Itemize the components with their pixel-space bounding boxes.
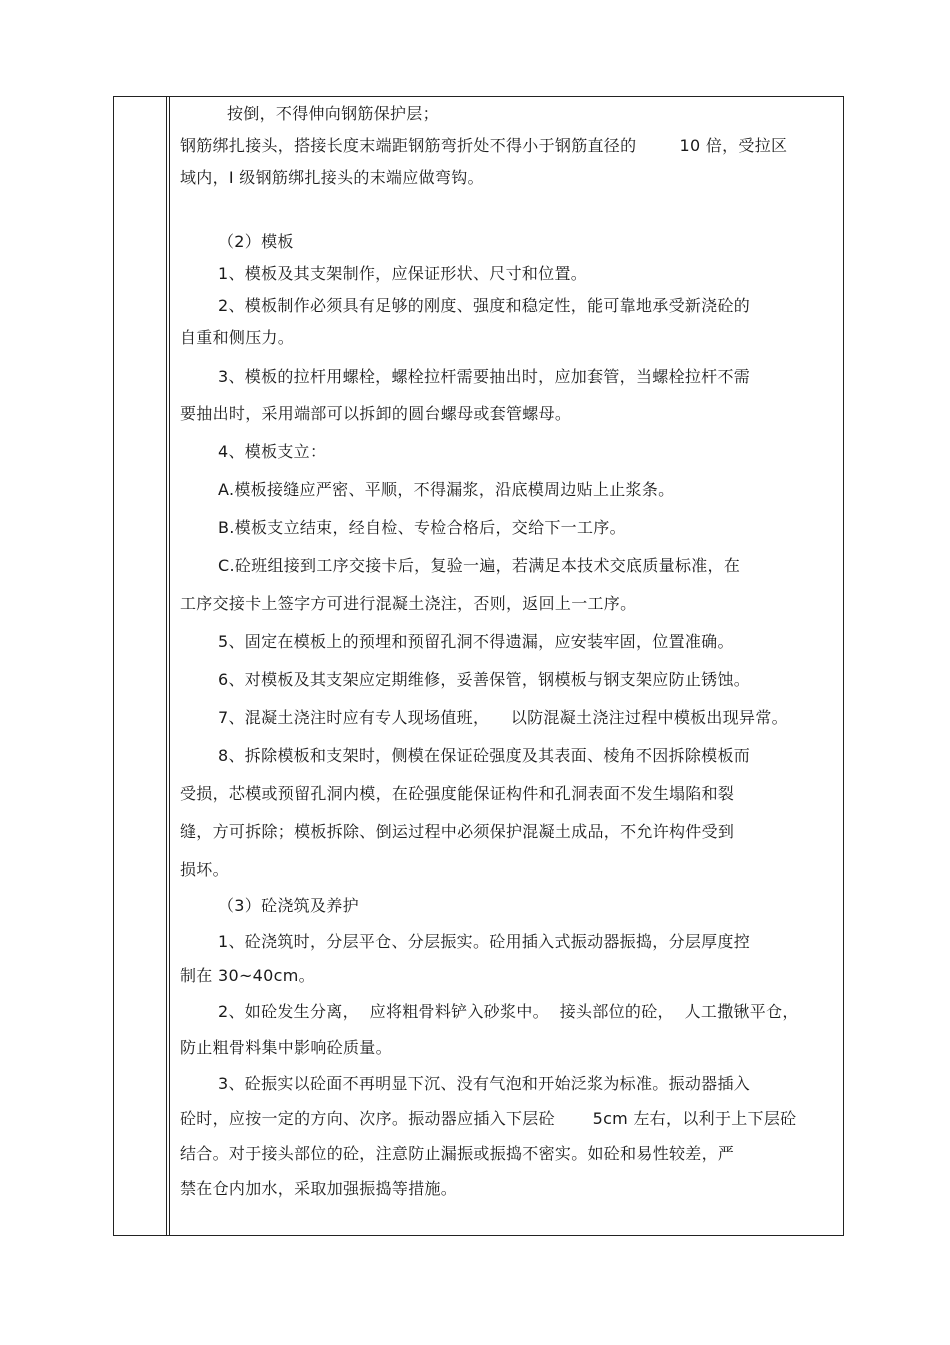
text-line: 结合。对于接头部位的砼，注意防止漏振或振捣不密实。如砼和易性较差，严 [180,1144,735,1163]
text-line: 要抽出时，采用端部可以拆卸的圆台螺母或套管螺母。 [180,404,572,423]
text-line: 域内，Ⅰ 级钢筋绑扎接头的末端应做弯钩。 [180,168,484,187]
text-line: 6、对模板及其支架应定期维修，妥善保管，钢模板与钢支架应防止锈蚀。 [218,670,751,689]
text-line: 损坏。 [180,860,229,879]
text-line: 禁在仓内加水，采取加强振捣等措施。 [180,1179,458,1198]
text-line: 1、模板及其支架制作，应保证形状、尺寸和位置。 [218,264,588,283]
text-line: C.砼班组接到工序交接卡后，复验一遍，若满足本技术交底质量标准，在 [218,556,741,575]
text-line: 3、模板的拉杆用螺栓，螺栓拉杆需要抽出时，应加套管，当螺栓拉杆不需 [218,367,751,386]
text-line: 按倒，不得伸向钢筋保护层； [227,104,439,123]
text-line: 自重和侧压力。 [180,328,295,347]
text-line: 防止粗骨料集中影响砼质量。 [180,1038,392,1057]
text-line: 制在 30~40cm。 [180,966,315,985]
text-line: 1、砼浇筑时，分层平仓、分层振实。砼用插入式振动器振捣，分层厚度控 [218,932,751,951]
text-line: 7、混凝土浇注时应有专人现场值班， 以防混凝土浇注过程中模板出现异常。 [218,708,788,727]
text-line: B.模板支立结束，经自检、专检合格后，交给下一工序。 [218,518,626,537]
section-heading: （2）模板 [218,232,294,251]
text-line: 4、模板支立： [218,442,327,461]
text-line: 3、砼振实以砼面不再明显下沉、没有气泡和开始泛浆为标准。振动器插入 [218,1074,751,1093]
content-cell [114,97,843,1235]
text-line: 缝，方可拆除；模板拆除、倒运过程中必须保护混凝土成品，不允许构件受到 [180,822,735,841]
text-line: 工序交接卡上签字方可进行混凝土浇注，否则，返回上一工序。 [180,594,637,613]
text-line: 8、拆除模板和支架时，侧模在保证砼强度及其表面、棱角不因拆除模板而 [218,746,751,765]
text-line: 钢筋绑扎接头，搭接长度末端距钢筋弯折处不得小于钢筋直径的 10 倍，受拉区 [180,136,788,155]
text-line: A.模板接缝应严密、平顺，不得漏浆，沿底模周边贴上止浆条。 [218,480,675,499]
text-line: 2、模板制作必须具有足够的刚度、强度和稳定性，能可靠地承受新浇砼的 [218,296,751,315]
text-line: 受损，芯模或预留孔洞内模，在砼强度能保证构件和孔洞表面不发生塌陷和裂 [180,784,735,803]
section-heading: （3）砼浇筑及养护 [218,896,359,915]
document-table [113,96,844,1236]
text-line: 5、固定在模板上的预埋和预留孔洞不得遗漏，应安装牢固，位置准确。 [218,632,734,651]
text-line: 砼时，应按一定的方向、次序。振动器应插入下层砼 5cm 左右，以利于上下层砼 [180,1109,797,1128]
text-line: 2、如砼发生分离， 应将粗骨料铲入砂浆中。 接头部位的砼， 人工撒锹平仓， [218,1002,799,1021]
